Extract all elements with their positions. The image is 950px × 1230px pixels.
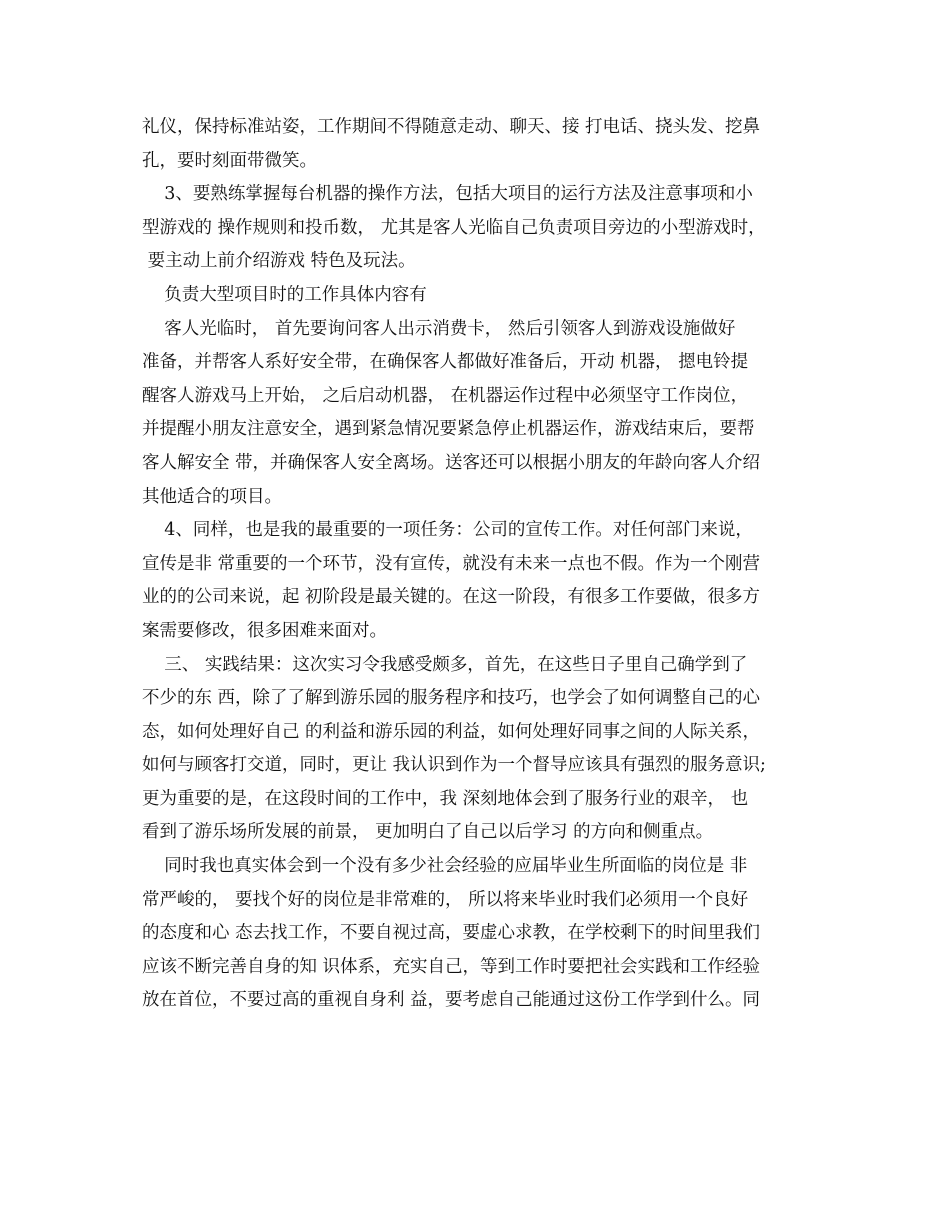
text-line: 更为重要的是，在这段时间的工作中，我 深刻地体会到了服务行业的艰辛， 也 — [142, 788, 749, 809]
text-line: 3、要熟练掌握每台机器的操作方法，包括大项目的运行方法及注意事项和小 — [142, 184, 753, 205]
text-line: 的态度和心 态去找工作，不要自视过高，要虚心求教，在学校剩下的时间里我们 — [142, 923, 761, 944]
text-line: 并提醒小朋友注意安全，遇到紧急情况要紧急停止机器运作，游戏结束后，要帮 — [142, 419, 755, 440]
text-line: 宣传是非 常重要的一个环节，没有宣传，就没有未来一点也不假。作为一个刚营 — [142, 553, 761, 574]
text-line: 孔，要时刻面带微笑。 — [142, 150, 317, 171]
text-line: 型游戏的 操作规则和投币数， 尤其是客人光临自己负责项目旁边的小型游戏时， — [142, 217, 766, 238]
text-line: 其他适合的项目。 — [142, 486, 282, 507]
text-line: 应该不断完善自身的知 识体系，充实自己，等到工作时要把社会实践和工作经验 — [142, 956, 761, 977]
text-line: 如何与顾客打交道，同时，更让 我认识到作为一个督导应该具有强烈的服务意识; — [142, 755, 766, 776]
text-line: 客人光临时， 首先要询问客人出示消费卡， 然后引领客人到游戏设施做好 — [142, 318, 736, 339]
text-line: 4、同样，也是我的最重要的一项任务：公司的宣传工作。对任何部门来说， — [142, 520, 753, 541]
text-line: 常严峻的， 要找个好的岗位是非常难的， 所以将来毕业时我们必须用一个良好 — [142, 889, 749, 910]
text-line: 看到了游乐场所发展的前景， 更加明白了自己以后学习 的方向和侧重点。 — [142, 822, 714, 843]
text-line: 态，如何处理好自己 的利益和游乐园的利益，如何处理好同事之间的人际关系， — [142, 721, 761, 742]
text-line: 不少的东 西，除了了解到游乐园的服务程序和技巧，也学会了如何调整自己的心 — [142, 688, 761, 709]
text-line: 三、 实践结果：这次实习令我感受颇多，首先，在这些日子里自己确学到了 — [142, 654, 748, 675]
text-line: 业的的公司来说，起 初阶段是最关键的。在这一阶段，有很多工作要做，很多方 — [142, 587, 761, 608]
text-line: 同时我也真实体会到一个没有多少社会经验的应届毕业生所面临的岗位是 非 — [142, 856, 748, 877]
text-line: 准备，并帮客人系好安全带，在确保客人都做好准备后，开动 机器， 摁电铃提 — [142, 352, 749, 373]
text-line: 要主动上前介绍游戏 特色及玩法。 — [142, 251, 416, 272]
text-line: 礼仪，保持标准站姿，工作期间不得随意走动、聊天、接 打电话、挠头发、挖鼻 — [142, 117, 761, 137]
text-line: 案需要修改，很多困难来面对。 — [142, 620, 387, 641]
document-body — [142, 111, 814, 1018]
text-line: 放在首位，不要过高的重视自身利 益，要考虑自己能通过这份工作学到什么。同 — [142, 990, 761, 1011]
text-line: 负责大型项目时的工作具体内容有 — [142, 284, 427, 305]
text-line: 醒客人游戏马上开始， 之后启动机器， 在机器运作过程中必须坚守工作岗位， — [142, 385, 749, 406]
text-line: 客人解安全 带，并确保客人安全离场。送客还可以根据小朋友的年龄向客人介绍 — [142, 452, 761, 473]
